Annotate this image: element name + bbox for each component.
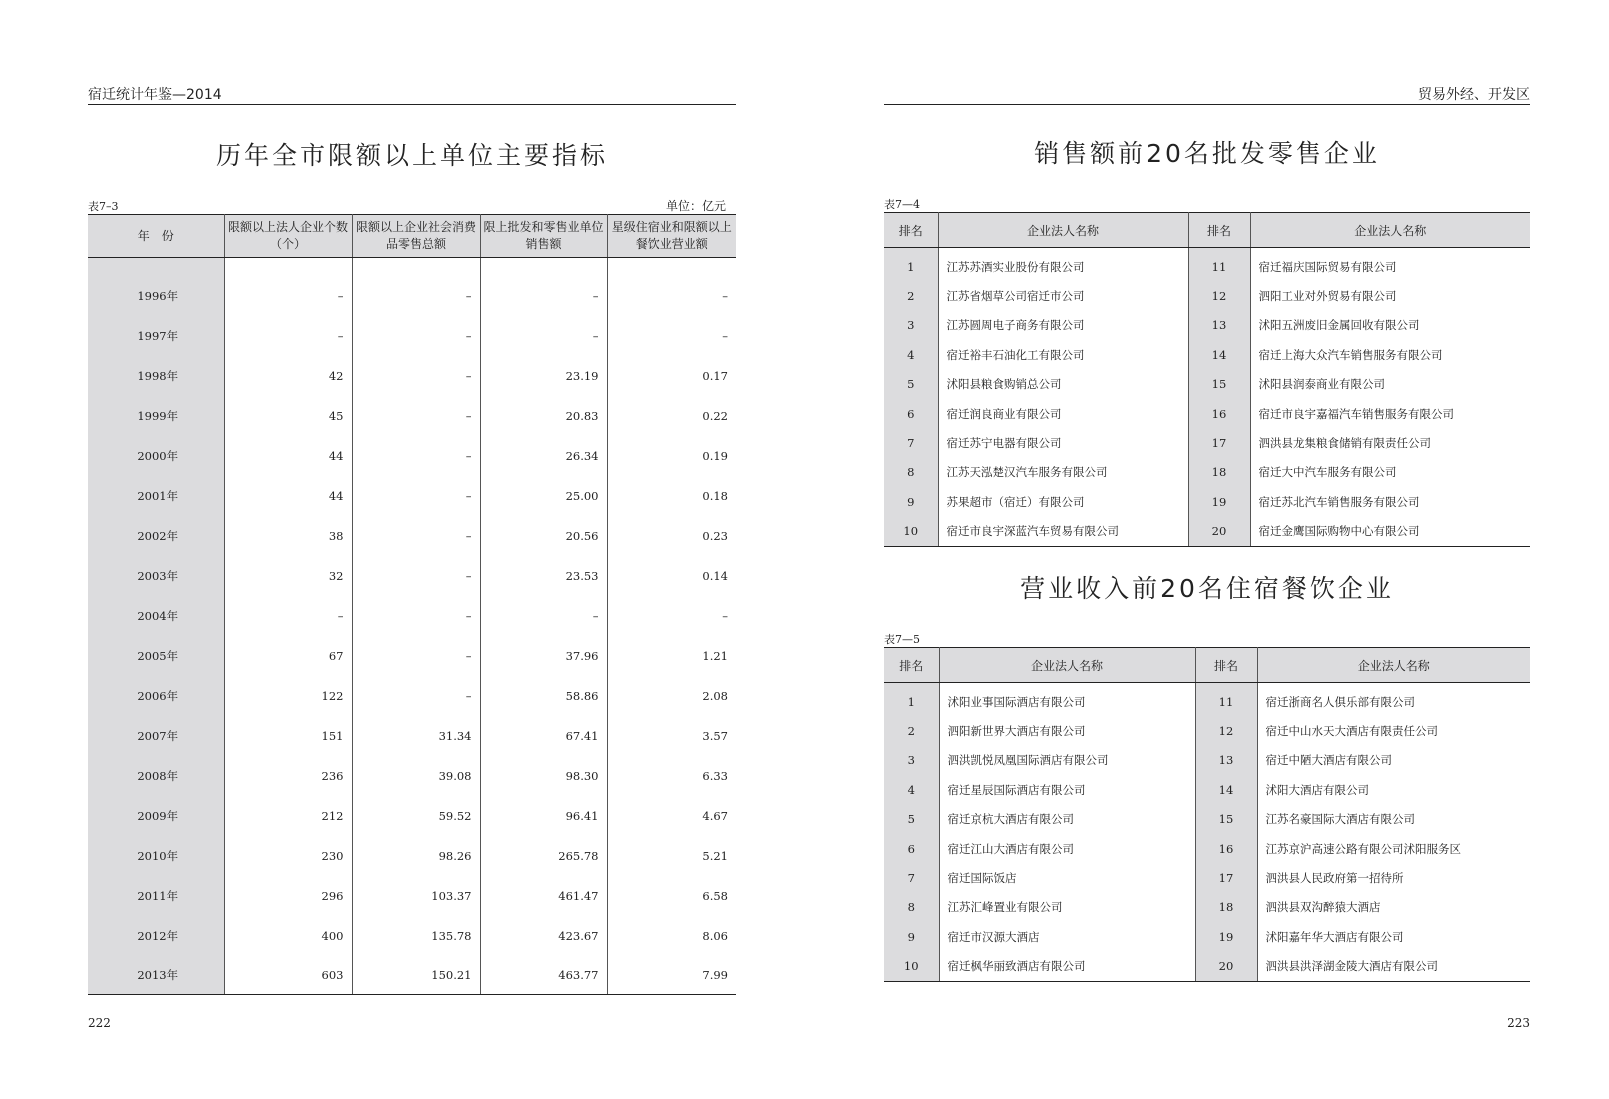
rank-cell: 11 bbox=[1195, 683, 1257, 717]
value-cell: – bbox=[352, 516, 480, 556]
table-row bbox=[884, 805, 1530, 834]
rank-cell: 13 bbox=[1188, 311, 1250, 340]
rank-cell: 9 bbox=[884, 487, 938, 516]
company-name-cell: 宿迁市汉源大酒店 bbox=[939, 922, 1195, 951]
running-head-title: 贸易外经、开发区 bbox=[1418, 87, 1530, 103]
table-row bbox=[884, 281, 1530, 310]
company-name-cell: 宿迁市良宇深蓝汽车贸易有限公司 bbox=[938, 517, 1188, 547]
value-cell: 20.56 bbox=[480, 516, 607, 556]
right-page bbox=[884, 0, 1530, 1099]
table-row bbox=[88, 876, 736, 916]
value-cell: 98.30 bbox=[480, 756, 607, 796]
year-cell: 2004年 bbox=[88, 596, 224, 636]
table-row bbox=[884, 746, 1530, 775]
table-header-row bbox=[884, 213, 1530, 248]
table-number: 表7—5 bbox=[884, 633, 920, 646]
table-title: 销售额前20名批发零售企业 bbox=[1034, 139, 1380, 168]
rank-cell: 3 bbox=[884, 746, 939, 775]
company-name-cell: 沭阳嘉年华大酒店有限公司 bbox=[1265, 929, 1404, 944]
year-cell: 2011年 bbox=[88, 876, 224, 916]
value-cell: – bbox=[352, 676, 480, 716]
value-cell: 0.23 bbox=[702, 529, 728, 543]
company-name-cell: 江苏汇峰置业有限公司 bbox=[939, 893, 1195, 922]
value-cell: 265.78 bbox=[480, 836, 607, 876]
value-cell: 67 bbox=[224, 636, 352, 676]
table-row bbox=[884, 428, 1530, 457]
company-name-cell: 泗洪县龙集粮食储销有限责任公司 bbox=[1258, 436, 1431, 451]
table-row bbox=[884, 487, 1530, 516]
company-name-cell: 沭阳五洲废旧金属回收有限公司 bbox=[1258, 318, 1420, 333]
year-cell: 1999年 bbox=[88, 396, 224, 436]
value-cell: – bbox=[352, 636, 480, 676]
table-row bbox=[88, 356, 736, 396]
value-cell: 45 bbox=[224, 396, 352, 436]
rank-cell: 6 bbox=[884, 834, 939, 863]
value-cell: 103.37 bbox=[352, 876, 480, 916]
company-name-cell: 江苏京沪高速公路有限公司沭阳服务区 bbox=[1265, 841, 1461, 856]
company-name-cell: 江苏圆周电子商务有限公司 bbox=[938, 311, 1188, 340]
hospitality-table-body bbox=[884, 683, 1530, 982]
value-cell: – bbox=[352, 356, 480, 396]
value-cell: 423.67 bbox=[480, 916, 607, 956]
table-row bbox=[88, 276, 736, 316]
company-name-cell: 宿迁星辰国际酒店有限公司 bbox=[939, 775, 1195, 804]
table-row bbox=[884, 311, 1530, 340]
value-cell: 2.08 bbox=[702, 689, 728, 703]
year-cell: 2013年 bbox=[88, 956, 224, 995]
value-cell: 0.14 bbox=[702, 569, 728, 583]
table-row bbox=[88, 836, 736, 876]
value-cell: 400 bbox=[224, 916, 352, 956]
value-cell: 135.78 bbox=[352, 916, 480, 956]
table-row bbox=[88, 596, 736, 636]
header-wholesale-sales: 限上批发和零售业单位销售额 bbox=[480, 215, 607, 258]
value-cell: 96.41 bbox=[480, 796, 607, 836]
value-cell: 603 bbox=[224, 956, 352, 995]
value-cell: – bbox=[352, 276, 480, 316]
company-name-cell: 沭阳业事国际酒店有限公司 bbox=[939, 683, 1195, 717]
spacer-cell bbox=[352, 258, 480, 277]
value-cell: – bbox=[352, 596, 480, 636]
rank-cell: 19 bbox=[1188, 487, 1250, 516]
value-cell: 31.34 bbox=[352, 716, 480, 756]
wholesale-retail-table-body bbox=[884, 248, 1530, 547]
indicators-table bbox=[88, 214, 736, 995]
table-row bbox=[88, 676, 736, 716]
company-name-cell: 江苏天泓楚汉汽车服务有限公司 bbox=[938, 458, 1188, 487]
table-row bbox=[884, 683, 1530, 717]
table-row bbox=[88, 396, 736, 436]
value-cell: – bbox=[352, 556, 480, 596]
rank-cell: 18 bbox=[1195, 893, 1257, 922]
table-row bbox=[884, 370, 1530, 399]
value-cell: – bbox=[352, 476, 480, 516]
company-name-cell: 宿迁福庆国际贸易有限公司 bbox=[1258, 259, 1397, 274]
value-cell: 23.53 bbox=[480, 556, 607, 596]
value-cell: 23.19 bbox=[480, 356, 607, 396]
table-row bbox=[884, 893, 1530, 922]
year-cell: 1998年 bbox=[88, 356, 224, 396]
year-cell: 2008年 bbox=[88, 756, 224, 796]
rank-cell: 9 bbox=[884, 922, 939, 951]
table-row bbox=[884, 863, 1530, 892]
rank-cell: 8 bbox=[884, 893, 939, 922]
table-row bbox=[884, 399, 1530, 428]
table-row bbox=[88, 716, 736, 756]
value-cell: 1.21 bbox=[702, 649, 728, 663]
rank-cell: 16 bbox=[1195, 834, 1257, 863]
company-name-cell: 宿迁苏北汽车销售服务有限公司 bbox=[1258, 494, 1420, 509]
header-company: 企业法人名称 bbox=[1250, 213, 1530, 248]
spacer-cell bbox=[88, 258, 224, 277]
year-cell: 2007年 bbox=[88, 716, 224, 756]
value-cell: – bbox=[224, 316, 352, 356]
table-row bbox=[884, 458, 1530, 487]
header-company: 企业法人名称 bbox=[939, 648, 1195, 683]
table-row bbox=[884, 775, 1530, 804]
rank-cell: 11 bbox=[1188, 248, 1250, 282]
table-row bbox=[884, 922, 1530, 951]
rank-cell: 2 bbox=[884, 716, 939, 745]
company-name-cell: 宿迁大中汽车服务有限公司 bbox=[1258, 465, 1397, 480]
rank-cell: 15 bbox=[1188, 370, 1250, 399]
rank-cell: 13 bbox=[1195, 746, 1257, 775]
header-company: 企业法人名称 bbox=[1257, 648, 1530, 683]
header-enterprise-count: 限额以上法人企业个数（个） bbox=[224, 215, 352, 258]
company-name-cell: 宿迁浙商名人俱乐部有限公司 bbox=[1265, 694, 1415, 709]
company-name-cell: 宿迁中陋大酒店有限公司 bbox=[1265, 753, 1392, 768]
value-cell: 151 bbox=[224, 716, 352, 756]
table-row bbox=[88, 916, 736, 956]
value-cell: 0.22 bbox=[702, 409, 728, 423]
value-cell: 4.67 bbox=[702, 809, 728, 823]
header-catering-revenue: 星级住宿业和限额以上餐饮业营业额 bbox=[607, 215, 736, 258]
value-cell: 6.58 bbox=[702, 889, 728, 903]
rank-cell: 8 bbox=[884, 458, 938, 487]
value-cell: 8.06 bbox=[702, 929, 728, 943]
company-name-cell: 宿迁市良宇嘉福汽车销售服务有限公司 bbox=[1258, 406, 1454, 421]
rank-cell: 1 bbox=[884, 248, 938, 282]
table-row bbox=[88, 756, 736, 796]
page-number: 222 bbox=[88, 1016, 111, 1030]
running-head-title: 宿迁统计年鉴—2014 bbox=[88, 87, 222, 103]
value-cell: 150.21 bbox=[352, 956, 480, 995]
table-row bbox=[88, 476, 736, 516]
year-cell: 1997年 bbox=[88, 316, 224, 356]
year-cell: 2006年 bbox=[88, 676, 224, 716]
table-row bbox=[884, 248, 1530, 282]
value-cell: 5.21 bbox=[702, 849, 728, 863]
rank-cell: 10 bbox=[884, 517, 938, 547]
rank-cell: 14 bbox=[1195, 775, 1257, 804]
value-cell: 230 bbox=[224, 836, 352, 876]
value-cell: 44 bbox=[224, 436, 352, 476]
table-row bbox=[884, 340, 1530, 369]
year-cell: 2010年 bbox=[88, 836, 224, 876]
table-row bbox=[88, 796, 736, 836]
rank-cell: 6 bbox=[884, 399, 938, 428]
company-name-cell: 泗阳工业对外贸易有限公司 bbox=[1258, 289, 1397, 304]
value-cell: 296 bbox=[224, 876, 352, 916]
rank-cell: 18 bbox=[1188, 458, 1250, 487]
value-cell: 39.08 bbox=[352, 756, 480, 796]
table-number: 表7–3 bbox=[88, 200, 119, 213]
header-company: 企业法人名称 bbox=[938, 213, 1188, 248]
company-name-cell: 泗洪县双沟醉猿大酒店 bbox=[1265, 900, 1381, 915]
header-rank: 排名 bbox=[884, 648, 939, 683]
value-cell: 37.96 bbox=[480, 636, 607, 676]
company-name-cell: 沭阳县粮食购销总公司 bbox=[938, 370, 1188, 399]
value-cell: 463.77 bbox=[480, 956, 607, 995]
value-cell: 67.41 bbox=[480, 716, 607, 756]
rank-cell: 20 bbox=[1195, 952, 1257, 982]
value-cell: 122 bbox=[224, 676, 352, 716]
company-name-cell: 泗洪凯悦凤凰国际酒店有限公司 bbox=[939, 746, 1195, 775]
table-spacer-row bbox=[88, 258, 736, 277]
header-year: 年 份 bbox=[88, 215, 224, 258]
rank-cell: 4 bbox=[884, 775, 939, 804]
unit-label: 单位：亿元 bbox=[665, 199, 726, 213]
company-name-cell: 宿迁京杭大酒店有限公司 bbox=[939, 805, 1195, 834]
value-cell: – bbox=[480, 276, 607, 316]
rank-cell: 17 bbox=[1195, 863, 1257, 892]
rank-cell: 16 bbox=[1188, 399, 1250, 428]
rank-cell: 7 bbox=[884, 863, 939, 892]
spacer-cell bbox=[607, 258, 736, 277]
rank-cell: 17 bbox=[1188, 428, 1250, 457]
rank-cell: 19 bbox=[1195, 922, 1257, 951]
value-cell: – bbox=[480, 316, 607, 356]
company-name-cell: 泗洪县洪泽湖金陵大酒店有限公司 bbox=[1257, 952, 1530, 982]
value-cell: 0.17 bbox=[702, 369, 728, 383]
year-cell: 2000年 bbox=[88, 436, 224, 476]
year-cell: 2001年 bbox=[88, 476, 224, 516]
table-row bbox=[884, 952, 1530, 982]
value-cell: 0.18 bbox=[702, 489, 728, 503]
company-name-cell: 江苏苏酒实业股份有限公司 bbox=[938, 248, 1188, 282]
rank-cell: 5 bbox=[884, 805, 939, 834]
company-name-cell: 宿迁上海大众汽车销售服务有限公司 bbox=[1258, 347, 1443, 362]
table-number: 表7—4 bbox=[884, 198, 920, 211]
company-name-cell: 宿迁金鹰国际购物中心有限公司 bbox=[1250, 517, 1530, 547]
table-row bbox=[884, 517, 1530, 547]
value-cell: 58.86 bbox=[480, 676, 607, 716]
table-row bbox=[88, 316, 736, 356]
value-cell: 3.57 bbox=[702, 729, 728, 743]
rank-cell: 15 bbox=[1195, 805, 1257, 834]
company-name-cell: 宿迁中山水天大酒店有限责任公司 bbox=[1265, 724, 1438, 739]
wholesale-retail-ranking-table bbox=[884, 212, 1530, 547]
value-cell: – bbox=[224, 276, 352, 316]
table-row bbox=[88, 636, 736, 676]
value-cell: 25.00 bbox=[480, 476, 607, 516]
value-cell: – bbox=[352, 436, 480, 476]
table-title: 历年全市限额以上单位主要指标 bbox=[215, 141, 608, 170]
company-name-cell: 宿迁国际饭店 bbox=[939, 863, 1195, 892]
rank-cell: 12 bbox=[1188, 281, 1250, 310]
header-rank: 排名 bbox=[884, 213, 938, 248]
running-head bbox=[88, 84, 736, 105]
company-name-cell: 宿迁润良商业有限公司 bbox=[938, 399, 1188, 428]
company-name-cell: 苏果超市（宿迁）有限公司 bbox=[938, 487, 1188, 516]
table-row bbox=[88, 556, 736, 596]
year-cell: 2012年 bbox=[88, 916, 224, 956]
company-name-cell: 宿迁江山大酒店有限公司 bbox=[939, 834, 1195, 863]
value-cell: 26.34 bbox=[480, 436, 607, 476]
year-cell: 2009年 bbox=[88, 796, 224, 836]
value-cell: – bbox=[722, 329, 728, 343]
rank-cell: 7 bbox=[884, 428, 938, 457]
hospitality-ranking-table bbox=[884, 647, 1530, 982]
page-number: 223 bbox=[1507, 1016, 1530, 1030]
value-cell: 32 bbox=[224, 556, 352, 596]
table-row bbox=[88, 436, 736, 476]
header-rank: 排名 bbox=[1195, 648, 1257, 683]
value-cell: 98.26 bbox=[352, 836, 480, 876]
value-cell: 6.33 bbox=[702, 769, 728, 783]
table-row bbox=[884, 834, 1530, 863]
value-cell: – bbox=[480, 596, 607, 636]
company-name-cell: 宿迁苏宁电器有限公司 bbox=[938, 428, 1188, 457]
table-row bbox=[884, 716, 1530, 745]
rank-cell: 5 bbox=[884, 370, 938, 399]
company-name-cell: 泗阳新世界大酒店有限公司 bbox=[939, 716, 1195, 745]
value-cell: – bbox=[722, 289, 728, 303]
value-cell: 236 bbox=[224, 756, 352, 796]
value-cell: 59.52 bbox=[352, 796, 480, 836]
running-head bbox=[884, 84, 1530, 105]
rank-cell: 4 bbox=[884, 340, 938, 369]
value-cell: – bbox=[722, 609, 728, 623]
rank-cell: 14 bbox=[1188, 340, 1250, 369]
left-page bbox=[88, 0, 736, 1099]
rank-cell: 2 bbox=[884, 281, 938, 310]
company-name-cell: 宿迁枫华丽致酒店有限公司 bbox=[939, 952, 1195, 982]
table-header-row bbox=[88, 215, 736, 258]
table-row bbox=[88, 516, 736, 556]
company-name-cell: 沭阳大酒店有限公司 bbox=[1265, 782, 1369, 797]
company-name-cell: 江苏名豪国际大酒店有限公司 bbox=[1265, 812, 1415, 827]
year-cell: 2005年 bbox=[88, 636, 224, 676]
year-cell: 2002年 bbox=[88, 516, 224, 556]
rank-cell: 1 bbox=[884, 683, 939, 717]
company-name-cell: 江苏省烟草公司宿迁市公司 bbox=[938, 281, 1188, 310]
year-cell: 1996年 bbox=[88, 276, 224, 316]
rank-cell: 20 bbox=[1188, 517, 1250, 547]
table-row bbox=[88, 956, 736, 995]
rank-cell: 10 bbox=[884, 952, 939, 982]
spacer-cell bbox=[224, 258, 352, 277]
spacer-cell bbox=[480, 258, 607, 277]
table-header-row bbox=[884, 648, 1530, 683]
company-name-cell: 泗洪县人民政府第一招待所 bbox=[1265, 871, 1404, 886]
header-retail-total: 限额以上企业社会消费品零售总额 bbox=[352, 215, 480, 258]
value-cell: 212 bbox=[224, 796, 352, 836]
value-cell: – bbox=[224, 596, 352, 636]
company-name-cell: 宿迁裕丰石油化工有限公司 bbox=[938, 340, 1188, 369]
value-cell: 44 bbox=[224, 476, 352, 516]
value-cell: 38 bbox=[224, 516, 352, 556]
company-name-cell: 沭阳县润泰商业有限公司 bbox=[1258, 377, 1385, 392]
value-cell: 0.19 bbox=[702, 449, 728, 463]
value-cell: 20.83 bbox=[480, 396, 607, 436]
rank-cell: 3 bbox=[884, 311, 938, 340]
year-cell: 2003年 bbox=[88, 556, 224, 596]
indicators-table-body bbox=[88, 258, 736, 995]
value-cell: – bbox=[352, 316, 480, 356]
value-cell: 42 bbox=[224, 356, 352, 396]
value-cell: – bbox=[352, 396, 480, 436]
table-title: 营业收入前20名住宿餐饮企业 bbox=[1020, 574, 1394, 603]
header-rank: 排名 bbox=[1188, 213, 1250, 248]
value-cell: 7.99 bbox=[607, 956, 736, 995]
rank-cell: 12 bbox=[1195, 716, 1257, 745]
value-cell: 461.47 bbox=[480, 876, 607, 916]
